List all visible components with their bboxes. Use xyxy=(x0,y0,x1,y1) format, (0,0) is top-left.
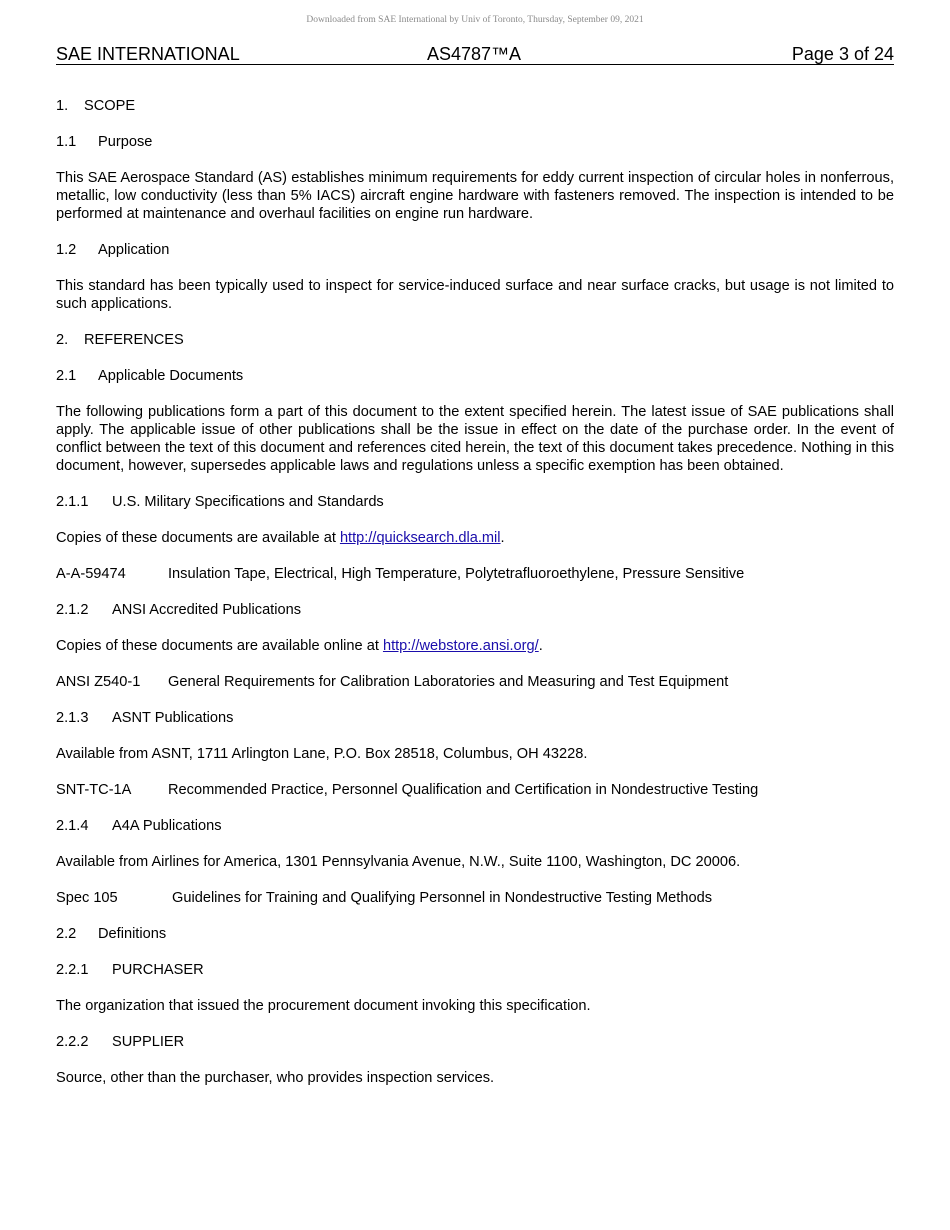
section-title: SUPPLIER xyxy=(112,1034,185,1050)
section-2-2-2-heading xyxy=(56,1033,894,1051)
copies-text: Copies of these documents are available online at xyxy=(56,638,383,654)
section-number: 2.1.3 xyxy=(56,710,89,726)
header-doc-number: AS4787™A xyxy=(427,44,522,64)
section-1-2-heading xyxy=(56,241,894,259)
section-title: ASNT Publications xyxy=(112,710,234,726)
section-title: SCOPE xyxy=(84,98,136,114)
section-number: 2.1 xyxy=(56,368,77,384)
section-number: 2.1.4 xyxy=(56,818,89,834)
reference-entry-snt-tc-1a xyxy=(56,781,894,799)
reference-title: Guidelines for Training and Qualifying Personnel in Nondestructive Testing Methods xyxy=(172,890,713,906)
reference-entry-spec-105 xyxy=(56,889,894,907)
section-2-2-1-heading xyxy=(56,961,894,979)
reference-entry-ansi-z540-1 xyxy=(56,673,894,691)
section-2-1-3-heading xyxy=(56,709,894,727)
download-watermark: Downloaded from SAE International by Univ of Toronto, Thursday, September 09, 2021 xyxy=(306,15,644,25)
a4a-availability-paragraph: Available from Airlines for America, 1301 Pennsylvania Avenue, N.W., Suite 1100, Washington, DC 20006. xyxy=(56,854,741,870)
section-number: 1. xyxy=(56,98,69,114)
application-paragraph: This standard has been typically used to inspect for service-induced surface and near surface cracks, but usage is not limited to such applications. xyxy=(56,278,894,312)
section-title: Application xyxy=(98,242,170,258)
ansi-copies-paragraph xyxy=(56,637,894,655)
section-number: 2.2.1 xyxy=(56,962,89,978)
reference-code: A-A-59474 xyxy=(56,566,126,582)
period: . xyxy=(538,638,543,654)
reference-title: General Requirements for Calibration Laboratories and Measuring and Test Equipment xyxy=(168,674,729,690)
page-header xyxy=(56,44,894,65)
section-title: U.S. Military Specifications and Standards xyxy=(112,494,384,510)
section-2-1-1-heading xyxy=(56,493,894,511)
section-2-1-heading xyxy=(56,367,894,385)
reference-title: Recommended Practice, Personnel Qualification and Certification in Nondestructive Testing xyxy=(168,782,759,798)
section-title: Applicable Documents xyxy=(98,368,244,384)
reference-code: SNT-TC-1A xyxy=(56,782,132,798)
section-2-heading xyxy=(56,331,894,349)
section-number: 2.2 xyxy=(56,926,77,942)
copies-text: Copies of these documents are available at xyxy=(56,530,340,546)
section-title: Definitions xyxy=(98,926,167,942)
header-page-number: Page 3 of 24 xyxy=(791,44,894,64)
section-title: REFERENCES xyxy=(84,332,184,348)
supplier-definition: Source, other than the purchaser, who provides inspection services. xyxy=(56,1070,495,1086)
section-title: PURCHASER xyxy=(112,962,204,978)
military-copies-paragraph xyxy=(56,529,894,547)
document-body xyxy=(56,97,894,1105)
dla-quicksearch-link[interactable]: http://quicksearch.dla.mil xyxy=(339,530,501,546)
section-number: 1.1 xyxy=(56,134,77,150)
section-2-1-4-heading xyxy=(56,817,894,835)
section-number: 2.1.1 xyxy=(56,494,89,510)
section-title: A4A Publications xyxy=(112,818,222,834)
section-number: 1.2 xyxy=(56,242,77,258)
section-1-heading xyxy=(56,97,894,115)
section-number: 2. xyxy=(56,332,69,348)
period: . xyxy=(500,530,505,546)
reference-entry-a-a-59474 xyxy=(56,565,894,583)
purpose-paragraph: This SAE Aerospace Standard (AS) establishes minimum requirements for eddy current inspection of circular holes in nonferrous, metallic, low conductivity (less than 5% IACS) aircraft engine hardware with fasteners removed. The inspection is intended to be performed at maintenance and overhaul facilities on engine run hardware. xyxy=(56,170,894,222)
header-organization: SAE INTERNATIONAL xyxy=(56,44,240,64)
applicable-documents-paragraph: The following publications form a part of this document to the extent specified herein. The latest issue of SAE publications shall apply. The applicable issue of other publications shall be the issue in effect on the date of the purchase order. In the event of conflict between the text of this document and references cited herein, the text of this document takes precedence. Nothing in this document, however, supersedes applicable laws and regulations unless a specific exemption has been obtained. xyxy=(56,404,894,474)
section-2-1-2-heading xyxy=(56,601,894,619)
ansi-webstore-link[interactable]: http://webstore.ansi.org/ xyxy=(382,638,539,654)
purchaser-definition: The organization that issued the procurement document invoking this specification. xyxy=(56,998,591,1014)
section-title: ANSI Accredited Publications xyxy=(112,602,302,618)
section-title: Purpose xyxy=(98,134,153,150)
reference-code: Spec 105 xyxy=(56,890,118,906)
section-1-1-heading xyxy=(56,133,894,151)
section-number: 2.1.2 xyxy=(56,602,89,618)
reference-code: ANSI Z540-1 xyxy=(56,674,141,690)
asnt-availability-paragraph: Available from ASNT, 1711 Arlington Lane, P.O. Box 28518, Columbus, OH 43228. xyxy=(56,746,588,762)
section-2-2-heading xyxy=(56,925,894,943)
section-number: 2.2.2 xyxy=(56,1034,89,1050)
reference-title: Insulation Tape, Electrical, High Temperature, Polytetrafluoroethylene, Pressure Sensitive xyxy=(168,566,745,582)
